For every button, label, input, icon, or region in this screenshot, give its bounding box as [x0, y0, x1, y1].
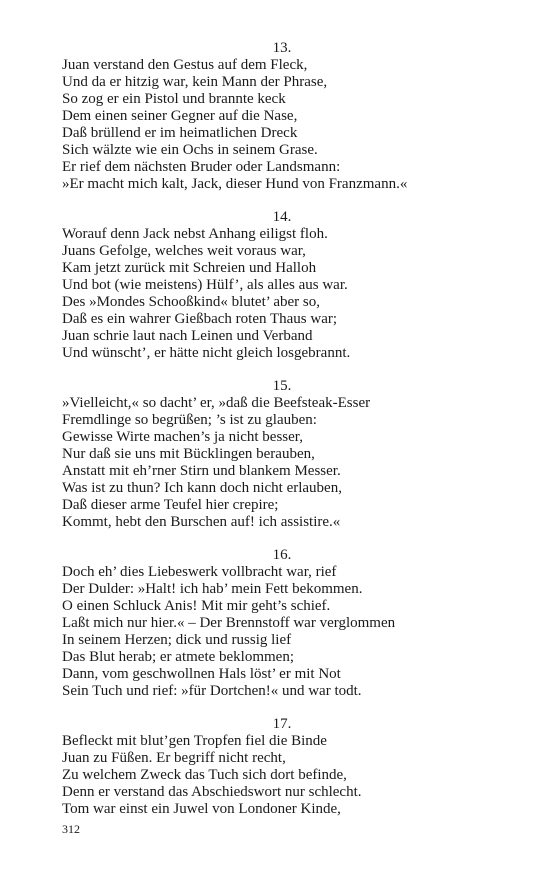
verse-line: Sein Tuch und rief: »für Dortchen!« und war todt.	[62, 683, 362, 699]
verse-line: Nur daß sie uns mit Bücklingen berauben,	[62, 446, 315, 462]
verse-line: O einen Schluck Anis! Mit mir geht’s schief.	[62, 598, 331, 614]
verse-line: Juans Gefolge, welches weit voraus war,	[62, 243, 306, 259]
stanza-number: 15.	[272, 378, 292, 394]
verse-line: Und bot (wie meistens) Hülf’, als alles aus war.	[62, 277, 348, 293]
verse-line: Dann, vom geschwollnen Hals löst’ er mit Not	[62, 666, 341, 682]
page-number: 312	[62, 822, 80, 836]
verse-line: Juan schrie laut nach Leinen und Verband	[62, 328, 313, 344]
stanza-14	[62, 209, 502, 362]
verse-line: »Vielleicht,« so dacht’ er, »daß die Beefsteak-Esser	[62, 395, 371, 411]
verse-line: »Er macht mich kalt, Jack, dieser Hund von Franzmann.«	[62, 176, 408, 192]
verse-line: Befleckt mit blut’gen Tropfen fiel die Binde	[62, 733, 327, 749]
verse-line: Laßt mich nur hier.« – Der Brennstoff war verglommen	[62, 615, 396, 631]
stanza-number: 14.	[272, 209, 292, 225]
stanza-13	[62, 40, 502, 193]
verse-line: Der Dulder: »Halt! ich hab’ mein Fett bekommen.	[62, 581, 363, 597]
verse-line: Zu welchem Zweck das Tuch sich dort befinde,	[62, 767, 347, 783]
stanza-15	[62, 378, 502, 531]
stanza-number: 16.	[272, 547, 292, 563]
verse-line: Das Blut herab; er atmete beklommen;	[62, 649, 295, 665]
verse-line: Daß brüllend er im heimatlichen Dreck	[62, 125, 298, 141]
poem-page	[62, 40, 502, 834]
verse-line: Doch eh’ dies Liebeswerk vollbracht war, rief	[62, 564, 337, 580]
verse-line: Anstatt mit eh’rner Stirn und blankem Messer.	[62, 463, 341, 479]
verse-line: So zog er ein Pistol und brannte keck	[62, 91, 286, 107]
verse-line: Daß dieser arme Teufel hier crepire;	[62, 497, 279, 513]
verse-line: Tom war einst ein Juwel von Londoner Kinde,	[62, 801, 341, 817]
verse-line: Kam jetzt zurück mit Schreien und Halloh	[62, 260, 317, 276]
stanza-17	[62, 716, 502, 818]
verse-line: Was ist zu thun? Ich kann doch nicht erlauben,	[62, 480, 342, 496]
verse-line: Dem einen seiner Gegner auf die Nase,	[62, 108, 298, 124]
verse-line: Juan verstand den Gestus auf dem Fleck,	[62, 57, 308, 73]
verse-line: Und wünscht’, er hätte nicht gleich losgebrannt.	[62, 345, 351, 361]
verse-line: Er rief dem nächsten Bruder oder Landsmann:	[62, 159, 341, 175]
verse-line: Und da er hitzig war, kein Mann der Phrase,	[62, 74, 328, 90]
verse-line: In seinem Herzen; dick und russig lief	[62, 632, 292, 648]
stanza-16	[62, 547, 502, 700]
stanza-number: 13.	[272, 40, 292, 56]
verse-line: Kommt, hebt den Burschen auf! ich assistire.«	[62, 514, 341, 530]
verse-line: Des »Mondes Schooßkind« blutet’ aber so,	[62, 294, 321, 310]
stanza-number: 17.	[272, 716, 292, 732]
verse-line: Juan zu Füßen. Er begriff nicht recht,	[62, 750, 286, 766]
verse-line: Daß es ein wahrer Gießbach roten Thaus war;	[62, 311, 338, 327]
verse-line: Fremdlinge so begrüßen; ’s ist zu glauben:	[62, 412, 317, 428]
verse-line: Denn er verstand das Abschiedswort nur schlecht.	[62, 784, 362, 800]
verse-line: Gewisse Wirte machen’s ja nicht besser,	[62, 429, 303, 445]
verse-line: Sich wälzte wie ein Ochs in seinem Grase.	[62, 142, 318, 158]
verse-line: Worauf denn Jack nebst Anhang eiligst floh.	[62, 226, 328, 242]
